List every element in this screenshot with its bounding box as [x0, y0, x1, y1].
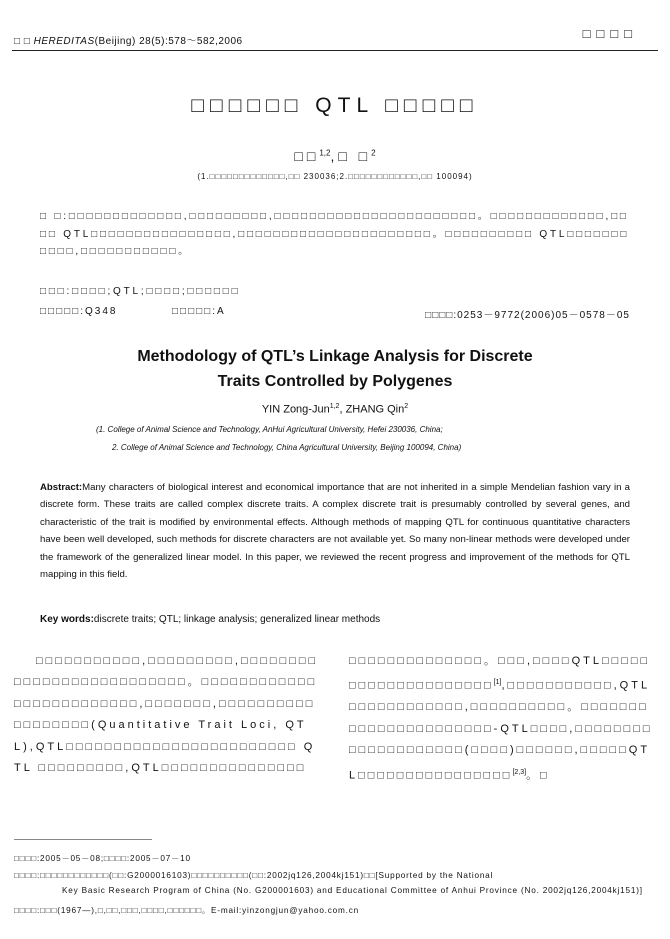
- english-title-line-1: Methodology of QTL’s Linkage Analysis for Discrete: [137, 348, 533, 365]
- header-left-prefix: □ □: [14, 36, 31, 47]
- en-author-separator: ,: [339, 403, 346, 416]
- header-divider: [12, 50, 658, 51]
- english-affiliation-1: (1. College of Animal Science and Technology, AnHui Agricultural University, Hefei 230036, China;: [96, 425, 443, 434]
- body-column-right: [349, 651, 657, 787]
- chinese-keywords: □□□:□□□□;QTL;□□□□;□□□□□□: [40, 286, 241, 297]
- keywords-text: discrete traits; QTL; linkage analysis; generalized linear methods: [93, 614, 381, 625]
- header-right-label: □□□□: [582, 26, 638, 41]
- right-text-part-2: ,□□□□□□□□□□□,QTL□□□□□□□□□□□□,□□□□□□□□□□。□□□□□□□□□□□□□□□□□□□□□□-QTL□□□□,□□□□□□□□□□□□□□□□□□□□(□□□□)□□□□□□,□□□□□QTL□□□□□□□□□□□□□□□□: [349, 680, 653, 782]
- en-author-1-sup: 1,2: [329, 403, 340, 410]
- classification-number: □□□□□:Q348: [40, 306, 118, 317]
- citation-ref-1: [1]: [493, 679, 502, 687]
- english-keywords: [40, 614, 630, 625]
- body-column-left: □□□□□□□□□□□,□□□□□□□□□,□□□□□□□□□□□□□□□□□□□□□□□□□□。□□□□□□□□□□□□□□□□□□□□□□□□□,□□□□□□□,□□□□□□□□□□□□□□□□□□(Quantitative Trait Loci, QTL),QTL□□□□□□□□□□□□□□□□□□□□□□□□ QTL □□□□□□□□□,QTL□□□□□□□□□□□□□□□: [14, 655, 319, 775]
- footnote-author-info: □□□□:□□□(1967—),□,□□,□□□,□□□□,□□□□□□。E-mail:yinzongjun@yahoo.com.cn: [14, 906, 359, 915]
- document-code: □□□□□:A: [172, 306, 226, 317]
- english-abstract: [40, 479, 630, 583]
- english-affiliation-2: 2. College of Animal Science and Technology, China Agricultural University, Beijing 100094, China): [112, 443, 462, 452]
- chinese-authors: [0, 148, 670, 164]
- chinese-title: □□□□□□ QTL □□□□□: [191, 94, 479, 117]
- footnote-funding: [14, 868, 659, 898]
- journal-citation: (Beijing) 28(5):578～582,2006: [94, 36, 243, 47]
- citation-ref-2: [2,3]: [512, 768, 527, 776]
- right-text-part-1: □□□□□□□□□□□□□□。□□□,□□□□QTL□□□□□□□□□□□□□□□□□□□□: [349, 655, 651, 693]
- journal-name: HEREDITAS: [33, 36, 95, 47]
- abstract-text: Many characters of biological interest and economical importance that are not inherited in a simple Mendelian fashion vary in a discrete form. These traits are called complex discrete traits. A complex discrete trait is presumably controlled by several genes, and characteristic of the trait is modified by environmental effects. Although methods of mapping QTL for continuous quantitative characters have been well developed, such methods for discrete characters are not available yet. So many non-linear methods were developed under the framework of the generalized linear model. In this paper, we reviewed the recent progress and improvement of the methods for QTL mapping in this field.: [40, 482, 630, 581]
- english-title-line-2: Traits Controlled by Polygenes: [217, 373, 453, 390]
- chinese-abstract: □ □:□□□□□□□□□□□□□,□□□□□□□□□,□□□□□□□□□□□□□□□□□□□□□□□。□□□□□□□□□□□□□,□□□□ QTL□□□□□□□□□□□□□□□□,□□□□□□□□□□□□□□□□□□□□□□。□□□□□□□□□□ QTL□□□□□□□□□□□,□□□□□□□□□□□。: [40, 211, 630, 257]
- en-author-2: ZHANG Qin: [345, 403, 405, 416]
- classification-line: [40, 306, 630, 321]
- cn-author-1: □□: [294, 148, 320, 164]
- cn-author-1-sup: 1,2: [319, 148, 331, 158]
- funding-en-1: [Supported by the National: [375, 871, 494, 880]
- abstract-label: Abstract:: [40, 482, 83, 493]
- footnote-divider: [14, 839, 152, 840]
- cn-author-2-sup: 2: [371, 148, 376, 158]
- funding-en-2: Key Basic Research Program of China (No. G200001603) and Educational Committee of Anhui Province (No. 2002jq126,2004kj151)]: [62, 886, 643, 895]
- chinese-affiliation: (1.□□□□□□□□□□□□□,□□ 230036;2.□□□□□□□□□□□□,□□ 100094): [197, 172, 473, 181]
- right-text-part-3: 。□: [526, 769, 550, 782]
- en-author-2-sup: 2: [404, 403, 409, 410]
- english-authors: [0, 403, 670, 416]
- header-citation: [14, 32, 243, 47]
- footnote-received: □□□□:2005－05－08;□□□□:2005－07－10: [14, 854, 191, 863]
- keywords-label: Key words:: [40, 614, 94, 625]
- english-title: [0, 344, 670, 394]
- cn-author-2: ,□ □: [330, 148, 372, 164]
- funding-cn: □□□□:□□□□□□□□□□□□(□□:G2000016103)□□□□□□□□□□(□□:2002jq126,2004kj151)□□: [14, 871, 376, 880]
- en-author-1: YIN Zong-Jun: [261, 403, 330, 416]
- article-id: □□□□:0253－9772(2006)05－0578－05: [425, 310, 630, 321]
